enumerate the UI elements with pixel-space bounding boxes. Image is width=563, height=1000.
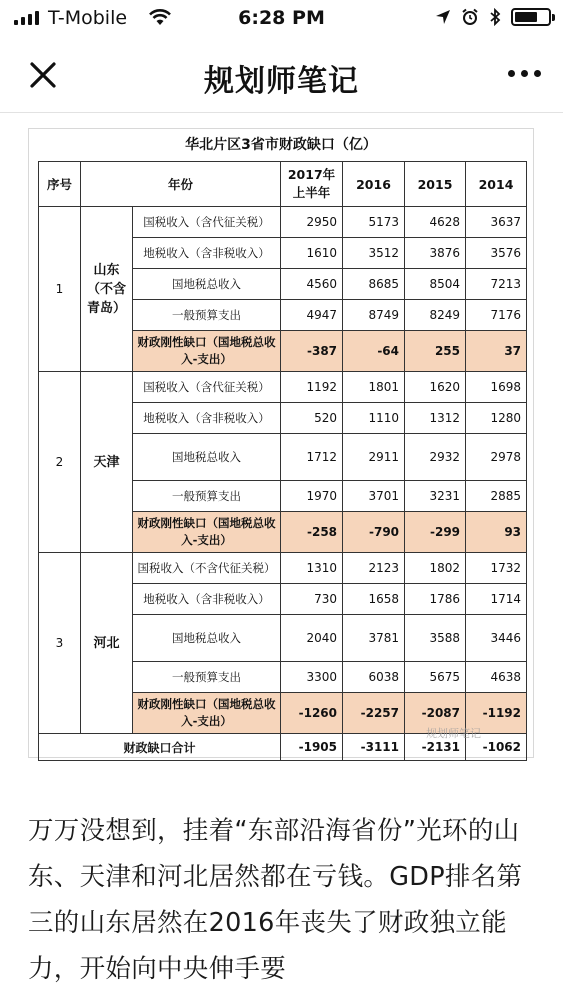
cell-value: 1658 bbox=[343, 584, 405, 615]
row-item: 地税收入（含非税收入） bbox=[133, 238, 281, 269]
row-item: 财政刚性缺口（国地税总收入-支出） bbox=[133, 331, 281, 372]
cell-value: 1970 bbox=[281, 481, 343, 512]
cell-value: -64 bbox=[343, 331, 405, 372]
status-time: 6:28 PM bbox=[238, 7, 325, 29]
region-name: 山东（不含青岛） bbox=[81, 207, 133, 372]
region-name: 天津 bbox=[81, 372, 133, 553]
cell-value: 8249 bbox=[405, 300, 466, 331]
row-item: 财政刚性缺口（国地税总收入-支出） bbox=[133, 512, 281, 553]
cell-value: 1620 bbox=[405, 372, 466, 403]
alarm-clock-icon bbox=[461, 8, 479, 26]
cell-value: -1260 bbox=[281, 693, 343, 734]
cell-value: 5675 bbox=[405, 662, 466, 693]
cell-value: 1110 bbox=[343, 403, 405, 434]
nav-bar bbox=[0, 36, 563, 113]
header-2017h1: 2017年上半年 bbox=[281, 162, 343, 207]
cell-value: 3300 bbox=[281, 662, 343, 693]
article-body bbox=[28, 808, 540, 992]
cell-value: 1802 bbox=[405, 553, 466, 584]
cell-value: -3111 bbox=[343, 734, 405, 761]
bluetooth-icon bbox=[489, 8, 501, 26]
cell-value: 8504 bbox=[405, 269, 466, 300]
cell-value: 2123 bbox=[343, 553, 405, 584]
cell-value: -2131 bbox=[405, 734, 466, 761]
cell-value: 520 bbox=[281, 403, 343, 434]
row-item: 国地税总收入 bbox=[133, 615, 281, 662]
row-item: 国税收入（含代征关税） bbox=[133, 372, 281, 403]
cell-value: 255 bbox=[405, 331, 466, 372]
table-header-row bbox=[39, 162, 527, 207]
row-item: 一般预算支出 bbox=[133, 662, 281, 693]
cell-value: 4638 bbox=[466, 662, 527, 693]
cell-value: -1062 bbox=[466, 734, 527, 761]
row-item: 一般预算支出 bbox=[133, 300, 281, 331]
fiscal-gap-table bbox=[38, 161, 527, 761]
row-item: 国地税总收入 bbox=[133, 269, 281, 300]
cell-value: 3446 bbox=[466, 615, 527, 662]
row-item: 地税收入（含非税收入） bbox=[133, 584, 281, 615]
row-item: 财政刚性缺口（国地税总收入-支出） bbox=[133, 693, 281, 734]
carrier-name: T-Mobile bbox=[48, 7, 128, 29]
row-item: 国税收入（含代征关税） bbox=[133, 207, 281, 238]
cell-value: 1712 bbox=[281, 434, 343, 481]
fiscal-table-image bbox=[28, 128, 534, 758]
cell-value: 3588 bbox=[405, 615, 466, 662]
cell-value: 1732 bbox=[466, 553, 527, 584]
cell-value: 2885 bbox=[466, 481, 527, 512]
cell-value: 93 bbox=[466, 512, 527, 553]
cell-value: 37 bbox=[466, 331, 527, 372]
cell-value: 6038 bbox=[343, 662, 405, 693]
header-index: 序号 bbox=[39, 162, 81, 207]
cell-value: 730 bbox=[281, 584, 343, 615]
cell-value: -2257 bbox=[343, 693, 405, 734]
cell-value: 3637 bbox=[466, 207, 527, 238]
header-2015: 2015 bbox=[405, 162, 466, 207]
location-arrow-icon bbox=[435, 9, 451, 25]
row-item: 地税收入（含非税收入） bbox=[133, 403, 281, 434]
region-index: 3 bbox=[39, 553, 81, 734]
cell-value: 1801 bbox=[343, 372, 405, 403]
article-paragraph: 万万没想到，挂着“东部沿海省份”光环的山东、天津和河北居然都在亏钱。GDP排名第三的山东居然在2016年丧失了财政独立能力，开始向中央伸手要 bbox=[28, 816, 523, 984]
cell-value: 7176 bbox=[466, 300, 527, 331]
cell-value: 1714 bbox=[466, 584, 527, 615]
header-year: 年份 bbox=[81, 162, 281, 207]
cell-value: 2040 bbox=[281, 615, 343, 662]
cell-value: 1312 bbox=[405, 403, 466, 434]
table-caption: 华北片区3省市财政缺口（亿） bbox=[185, 137, 377, 153]
region-name: 河北 bbox=[81, 553, 133, 734]
watermark: 规划师笔记 bbox=[426, 727, 481, 740]
cell-value: 3512 bbox=[343, 238, 405, 269]
header-2016: 2016 bbox=[343, 162, 405, 207]
total-label: 财政缺口合计 bbox=[39, 734, 281, 761]
cell-value: 3876 bbox=[405, 238, 466, 269]
cell-value: -387 bbox=[281, 331, 343, 372]
cell-value: -1905 bbox=[281, 734, 343, 761]
status-bar bbox=[0, 0, 563, 36]
cell-value: -790 bbox=[343, 512, 405, 553]
region-index: 2 bbox=[39, 372, 81, 553]
cell-value: 5173 bbox=[343, 207, 405, 238]
cell-value: 3781 bbox=[343, 615, 405, 662]
cell-value: 1698 bbox=[466, 372, 527, 403]
cell-value: 8749 bbox=[343, 300, 405, 331]
cell-value: -2087 bbox=[405, 693, 466, 734]
cell-value: 1310 bbox=[281, 553, 343, 584]
table-row bbox=[39, 553, 527, 584]
cell-value: -299 bbox=[405, 512, 466, 553]
cell-value: 2978 bbox=[466, 434, 527, 481]
row-item: 国地税总收入 bbox=[133, 434, 281, 481]
cell-value: 7213 bbox=[466, 269, 527, 300]
cell-value: 2932 bbox=[405, 434, 466, 481]
cell-value: 1192 bbox=[281, 372, 343, 403]
cell-value: 3701 bbox=[343, 481, 405, 512]
cell-value: -258 bbox=[281, 512, 343, 553]
cell-value: 2950 bbox=[281, 207, 343, 238]
more-options-icon[interactable] bbox=[508, 70, 541, 77]
table-row bbox=[39, 207, 527, 238]
cell-value: 1786 bbox=[405, 584, 466, 615]
table-row bbox=[39, 372, 527, 403]
row-item: 国税收入（不含代征关税） bbox=[133, 553, 281, 584]
cell-value: 3231 bbox=[405, 481, 466, 512]
cell-value: 3576 bbox=[466, 238, 527, 269]
cell-value: 1610 bbox=[281, 238, 343, 269]
page-title: 规划师笔记 bbox=[204, 64, 359, 99]
cell-value: 8685 bbox=[343, 269, 405, 300]
cell-value: 1280 bbox=[466, 403, 527, 434]
region-index: 1 bbox=[39, 207, 81, 372]
cell-value: 4947 bbox=[281, 300, 343, 331]
cell-value: 4560 bbox=[281, 269, 343, 300]
cell-value: 4628 bbox=[405, 207, 466, 238]
battery-icon bbox=[511, 8, 551, 26]
row-item: 一般预算支出 bbox=[133, 481, 281, 512]
header-2014: 2014 bbox=[466, 162, 527, 207]
cell-value: 2911 bbox=[343, 434, 405, 481]
cell-value: -1192 bbox=[466, 693, 527, 734]
